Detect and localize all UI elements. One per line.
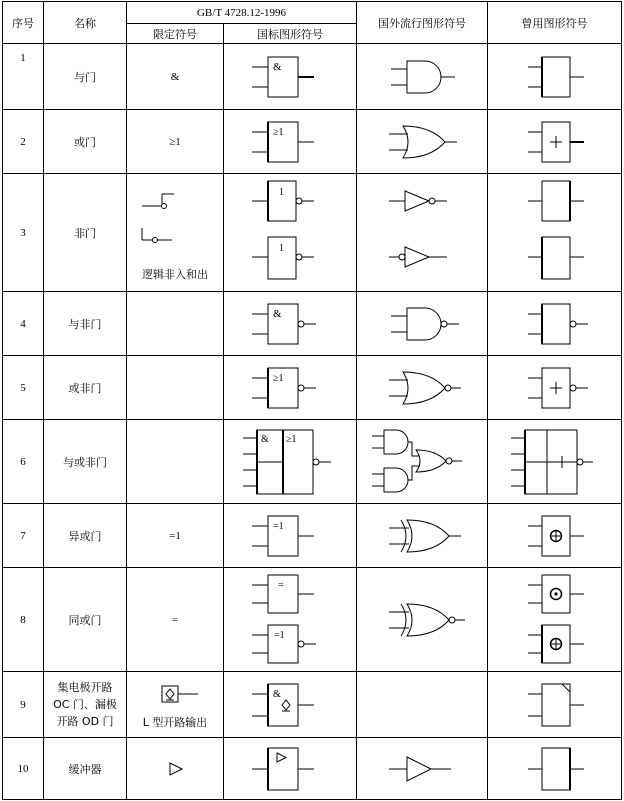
qualifier-note: 逻辑非入和出 [142,267,208,281]
header-foreign: 国外流行图形符号 [357,2,488,44]
row-number: 4 [3,292,44,356]
header-standard: GB/T 4728.12-1996 [127,2,357,24]
qualifier-symbol: & [127,44,224,110]
header-national: 国标图形符号 [224,24,357,44]
gb-label: ≥1 [286,433,297,445]
foreign-xor-gate-symbol [367,508,477,564]
gb-aoi-gate-symbol [235,424,345,500]
table-row [3,356,622,420]
foreign-nor-gate-symbol [367,360,477,416]
gb-label: ≥1 [273,372,284,384]
row-name: 同或门 [44,568,127,672]
foreign-buffer-symbol [367,742,477,796]
table-row [3,292,622,356]
table-row [3,174,622,292]
gb-label: =1 [273,520,284,532]
gb-or-gate-symbol [240,114,340,170]
table-row [3,504,622,568]
row-name: 与或非门 [44,420,127,504]
row-name: 非门 [44,174,127,292]
common-xor-gate-symbol [500,508,610,564]
common-xnor-gate-symbols [500,571,610,669]
row-number: 1 [3,44,44,110]
logic-gate-table [2,1,622,800]
gb-xnor-gate-symbols [240,571,340,669]
header-seq: 序号 [3,2,44,44]
gb-label: =1 [274,629,285,641]
qualifier-symbol: =1 [127,504,224,568]
row-name-line: 开路 OD 门 [56,715,114,728]
gb-nor-gate-symbol [240,360,340,416]
common-nor-gate-symbol [500,360,610,416]
row-number: 5 [3,356,44,420]
gb-label: 1 [279,186,284,198]
common-buffer-symbol [500,742,610,796]
buffer-qualifier-symbol [128,754,223,784]
gb-buffer-symbol [240,742,340,796]
negation-qualifier-symbols [128,184,223,264]
gb-label: 1 [279,242,284,254]
gb-and-gate-symbol [240,49,340,105]
qualifier-symbol: ≥1 [127,110,224,174]
row-name: 缓冲器 [44,738,127,800]
row-name: 或非门 [44,356,127,420]
table-row [3,44,622,110]
table-row [3,568,622,672]
table-row [3,672,622,738]
qualifier-symbol: = [127,568,224,672]
common-and-gate-symbol [500,49,610,105]
gb-label: & [273,60,282,73]
row-number: 3 [3,174,44,292]
gb-nand-gate-symbol [240,296,340,352]
table-row [3,738,622,800]
row-name: 与门 [44,44,127,110]
row-number: 8 [3,568,44,672]
row-number: 10 [3,738,44,800]
foreign-or-gate-symbol [367,114,477,170]
row-number: 6 [3,420,44,504]
common-open-collector-gate-symbol [500,676,610,734]
table-row [3,110,622,174]
gb-label: & [273,307,282,320]
row-number: 2 [3,110,44,174]
foreign-aoi-gate-symbol [362,424,482,500]
header-common: 曾用图形符号 [488,2,622,44]
gb-label: ≥1 [273,126,284,138]
foreign-and-gate-symbol [367,49,477,105]
common-aoi-gate-symbol [495,424,615,500]
gb-not-gate-symbols [240,177,340,289]
table-row [3,420,622,504]
header-name: 名称 [44,2,127,44]
row-name: 异或门 [44,504,127,568]
row-name-line: 集电极开路 [57,681,113,694]
header-qualifier: 限定符号 [127,24,224,44]
gb-label: & [261,433,269,445]
foreign-xnor-gate-symbol [367,592,477,648]
gb-label: & [273,688,281,700]
row-number: 9 [3,672,44,738]
qualifier-note: L 型开路输出 [142,715,208,729]
open-drain-qualifier-symbol [128,680,223,714]
gb-open-collector-gate-symbol [240,676,340,734]
common-not-gate-symbols [500,177,610,289]
foreign-nand-gate-symbol [367,296,477,352]
row-number: 7 [3,504,44,568]
gb-label: = [278,579,284,591]
row-name: 或门 [44,110,127,174]
row-name: 与非门 [44,292,127,356]
gb-xor-gate-symbol [240,508,340,564]
row-name-line: OC 门、漏极 [53,698,117,711]
common-nand-gate-symbol [500,296,610,352]
common-or-gate-symbol [500,114,610,170]
foreign-not-gate-symbols [367,177,477,289]
